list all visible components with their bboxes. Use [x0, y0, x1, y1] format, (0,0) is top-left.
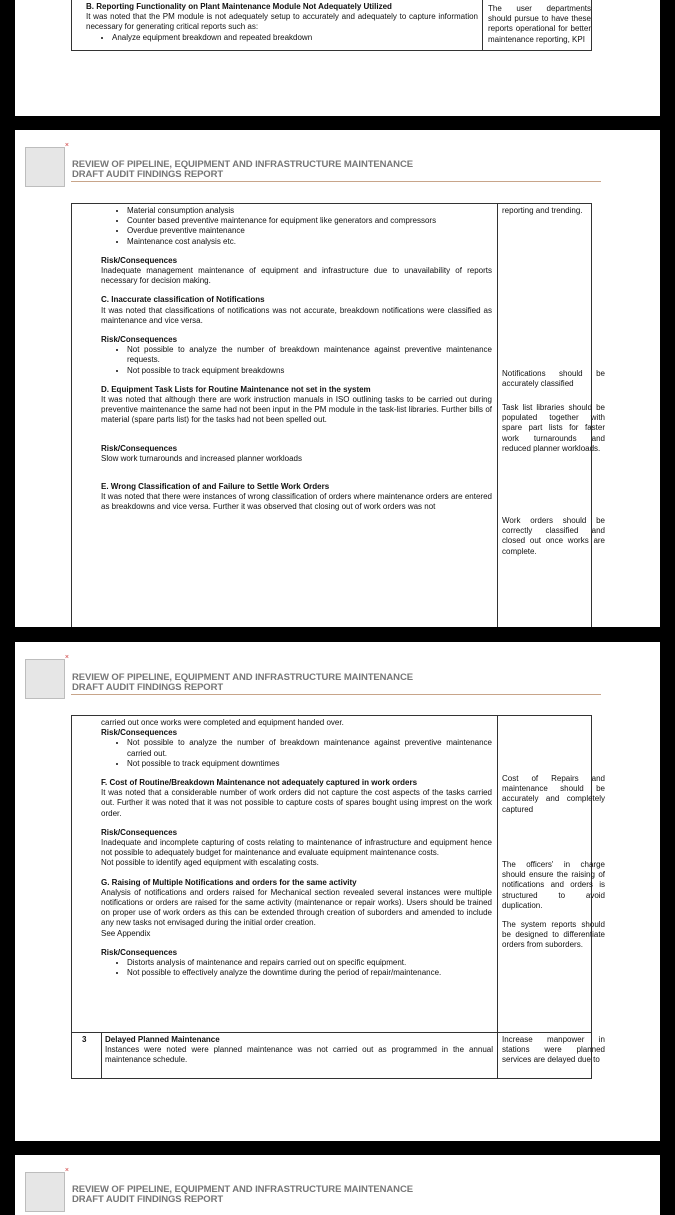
- risk-text: Slow work turnarounds and increased planner workloads: [101, 453, 302, 463]
- list-item: • Material consumption analysis: [127, 206, 492, 216]
- recommendation: Cost of Repairs and maintenance should be accurately and completely captured: [502, 774, 605, 814]
- finding-paragraph: Analysis of notifications and orders raised for Mechanical section revealed several instances were multiple notifications or orders are raised for the same activity (maintenance or repair works). Users should be trained on proper use of work orders as this can be extended through creation of suborders and amended to include any new tasks not envisaged during the initial order creation.: [101, 887, 492, 928]
- list-item: • Not possible to analyze the number of breakdown maintenance against preventive maintenance carried out.: [127, 738, 492, 758]
- finding-heading-g: G. Raising of Multiple Notifications and orders for the same activity: [101, 877, 357, 887]
- finding-heading: Delayed Planned Maintenance: [105, 1035, 220, 1044]
- list-item: • Not possible to analyze the number of breakdown maintenance against preventive maintenance requests.: [127, 345, 492, 365]
- list-item: • Distorts analysis of maintenance and repairs carried out on specific equipment.: [127, 958, 492, 968]
- risk-heading: Risk/Consequences: [101, 827, 178, 837]
- report-title: REVIEW OF PIPELINE, EQUIPMENT AND INFRASTRUCTURE MAINTENANCE: [72, 159, 413, 170]
- report-subtitle: DRAFT AUDIT FINDINGS REPORT: [72, 682, 224, 693]
- finding-heading-f: F. Cost of Routine/Breakdown Maintenance not adequately captured in work orders: [101, 778, 418, 788]
- risk-text: Not possible to identify aged equipment with escalating costs.: [101, 858, 319, 868]
- bullet-list: [86, 33, 478, 43]
- recommendation: The user departments should pursue to have these reports operational for better maintenance reporting, KPI: [488, 4, 591, 44]
- finding-paragraph: Instances were noted were planned maintenance was not carried out as programmed in the annual maintenance schedule.: [105, 1045, 493, 1065]
- recommendation: Task list libraries should be populated together with spare part lists for faster work turnarounds and reduced planner workloads.: [502, 403, 605, 453]
- finding-heading-c: C. Inaccurate classification of Notifications: [101, 295, 265, 305]
- report-subtitle: DRAFT AUDIT FINDINGS REPORT: [72, 1194, 224, 1205]
- risk-text: Inadequate and incomplete capturing of costs relating to maintenance of infrastructure and equipment hence not possible to adequately budget for maintenance and evaluate equipment maintenance costs.: [101, 838, 492, 858]
- list-item: • Counter based preventive maintenance for equipment like generators and compressors: [127, 216, 492, 226]
- logo-placeholder: ×: [25, 659, 65, 699]
- finding-heading: B. Reporting Functionality on Plant Maintenance Module Not Adequately Utilized: [86, 2, 392, 11]
- risk-heading: Risk/Consequences: [101, 255, 178, 265]
- finding-paragraph: It was noted that there were instances of wrong classification of orders where maintenance orders are entered as breakdowns and vice versa. Further it was observed that closing out of work orders was not: [101, 492, 492, 512]
- finding-row-3: [105, 1035, 493, 1066]
- list-item: • Analyze equipment breakdown and repeated breakdown: [112, 33, 478, 43]
- bullet-list: [101, 206, 492, 247]
- see-appendix: See Appendix: [101, 928, 151, 938]
- findings-table: [71, 715, 605, 1079]
- column-divider: [101, 1032, 102, 1078]
- finding-paragraph: It was noted that classifications of notifications was not accurate, breakdown notifications were classified as maintenance and vice versa.: [101, 305, 492, 325]
- finding-paragraph: It was noted that the PM module is not adequately setup to accurately and adequately to capture information necessary for generating critical reports such as:: [86, 12, 478, 32]
- risk-text: Inadequate management maintenance of equipment and infrastructure due to unavailability of reports necessary for decision making.: [101, 266, 492, 286]
- finding-paragraph: It was noted that although there are work instruction manuals in ISO outlining tasks to be carried out during preventive maintenance the same had not been input in the PM module in the task-list libraries. Further bills of material (spare parts list) for the tasks had not been spelled out.: [101, 395, 492, 425]
- finding-heading-d: D. Equipment Task Lists for Routine Maintenance not set in the system: [101, 384, 371, 394]
- risk-heading: Risk/Consequences: [101, 728, 178, 738]
- findings-table: [71, 0, 592, 51]
- logo-placeholder: ×: [25, 1172, 65, 1212]
- page-header: [72, 160, 413, 180]
- findings-table: [71, 203, 605, 627]
- bullet-list: [101, 958, 492, 978]
- report-title: REVIEW OF PIPELINE, EQUIPMENT AND INFRASTRUCTURE MAINTENANCE: [72, 1184, 413, 1195]
- finding-b: [86, 2, 478, 43]
- document-page-2: [15, 130, 660, 627]
- findings-column: [101, 206, 492, 513]
- recommendation: Work orders should be correctly classified and closed out once works are complete.: [502, 516, 605, 556]
- column-divider: [497, 716, 498, 1078]
- header-rule: [71, 181, 601, 182]
- logo-placeholder: ×: [25, 147, 65, 187]
- bullet-list: [101, 738, 492, 769]
- findings-column: [101, 718, 492, 978]
- report-title: REVIEW OF PIPELINE, EQUIPMENT AND INFRASTRUCTURE MAINTENANCE: [72, 672, 413, 683]
- recommendation: The system reports should be designed to differentiate orders from suborders.: [502, 920, 605, 950]
- column-divider: [497, 204, 498, 627]
- recommendation: reporting and trending.: [502, 206, 583, 215]
- document-page-1: [15, 0, 660, 116]
- continued-text: carried out once works were completed and equipment handed over.: [101, 718, 344, 727]
- risk-heading: Risk/Consequences: [101, 335, 178, 345]
- header-rule: [71, 694, 601, 695]
- row-number: 3: [82, 1035, 87, 1044]
- list-item: • Maintenance cost analysis etc.: [127, 237, 492, 247]
- recommendation: Notifications should be accurately classified: [502, 369, 605, 389]
- bullet-list: [101, 345, 492, 376]
- document-page-3: [15, 642, 660, 1141]
- finding-paragraph: It was noted that a considerable number of work orders did not capture the cost aspects of the tasks carried out. Further it was noted that it was not possible to capture costs of spares bought using imprest on the work order.: [101, 788, 492, 818]
- page-header: [72, 673, 413, 693]
- finding-heading-e: E. Wrong Classification of and Failure to Settle Work Orders: [101, 482, 330, 492]
- risk-heading: Risk/Consequences: [101, 443, 178, 453]
- list-item: • Not possible to effectively analyze the downtime during the period of repair/maintenance.: [127, 968, 492, 978]
- row-divider: [72, 1032, 591, 1033]
- list-item: • Overdue preventive maintenance: [127, 226, 492, 236]
- risk-heading: Risk/Consequences: [101, 947, 178, 957]
- list-item: • Not possible to track equipment breakdowns: [127, 366, 492, 376]
- list-item: • Not possible to track equipment downtimes: [127, 759, 492, 769]
- document-page-4: [15, 1155, 660, 1215]
- column-divider: [482, 0, 483, 50]
- report-subtitle: DRAFT AUDIT FINDINGS REPORT: [72, 169, 224, 180]
- recommendation: The officers' in charge should ensure the raising of notifications and orders is structured to avoid duplication.: [502, 860, 605, 910]
- page-header: [72, 1185, 413, 1205]
- recommendation: Increase manpower in stations were planned services are delayed due to: [502, 1035, 605, 1065]
